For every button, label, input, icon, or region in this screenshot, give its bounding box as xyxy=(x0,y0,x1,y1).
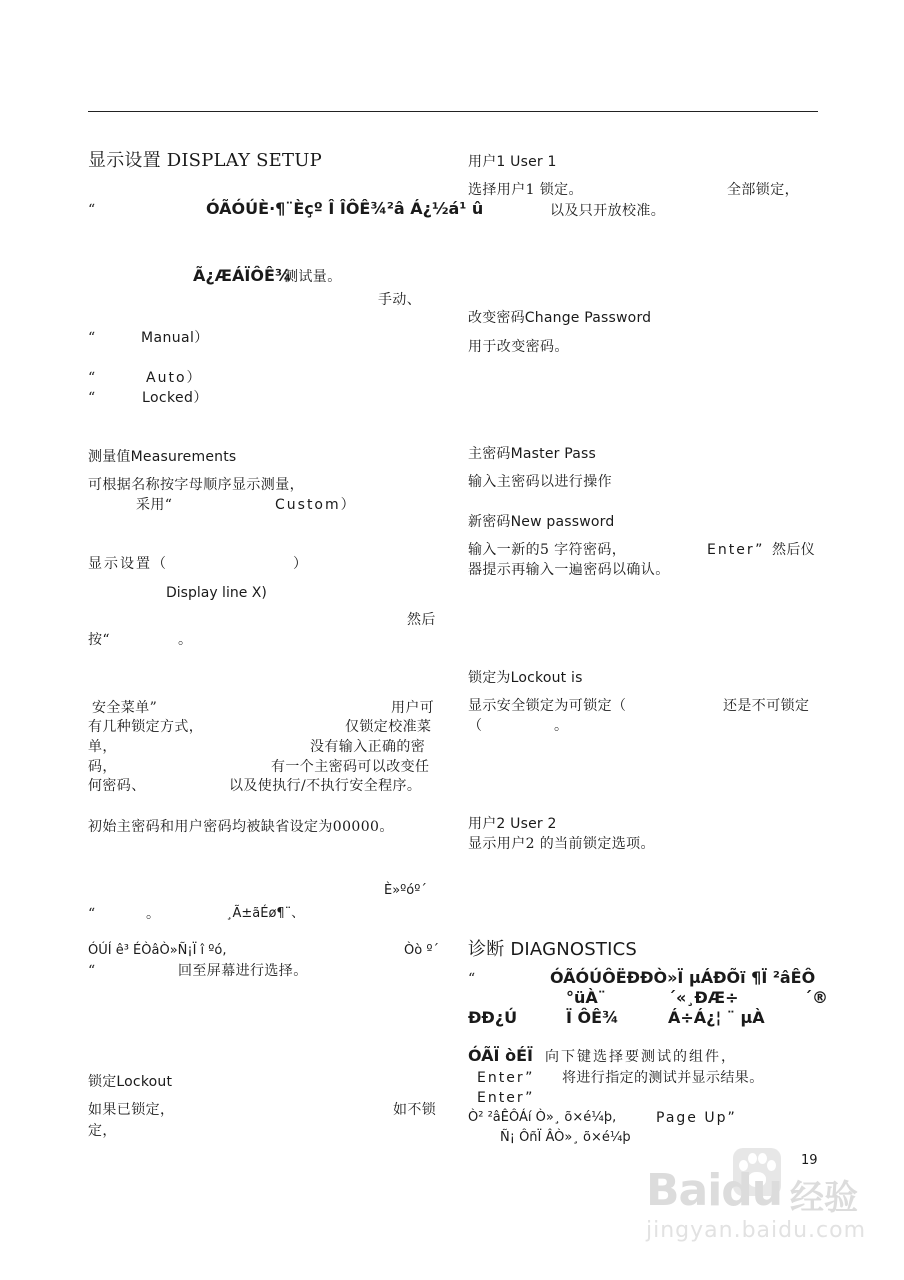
quote-mark: “ xyxy=(468,971,476,987)
garbled-text: °üÀ¨ xyxy=(566,988,606,1007)
body-text: Custom） xyxy=(275,497,357,513)
body-text: 全部锁定， xyxy=(727,182,799,198)
body-text: 初始主密码和用户密码均被缺省设定为00000。 xyxy=(88,819,394,835)
garbled-text: ÐÐ¿Ú xyxy=(468,1008,518,1027)
body-text: 仅锁定校准菜 xyxy=(345,719,432,735)
option-locked: Locked） xyxy=(142,390,208,406)
body-text: 显示用户2 的当前锁定选项。 xyxy=(468,836,655,852)
watermark-logo: Baidu xyxy=(646,1165,783,1216)
garbled-text: ¸Ã±ãÉø¶¨、 xyxy=(226,906,305,921)
master-pass-title: 主密码Master Pass xyxy=(468,446,597,462)
new-password-title: 新密码New password xyxy=(468,514,615,530)
garbled-text: Ò² ²âÊÔÁí Ò»¸ õ×é¼þ, xyxy=(468,1110,617,1125)
body-text: 以及使执行/不执行安全程序。 xyxy=(229,778,422,794)
option-auto: Auto） xyxy=(146,370,203,386)
body-text: 单， xyxy=(88,739,117,755)
body-text: 如果已锁定， xyxy=(88,1102,175,1118)
garbled-text: ´® xyxy=(804,988,828,1007)
body-text: 按“ xyxy=(88,632,110,648)
garbled-text: È»ºóº´ xyxy=(384,883,427,898)
lockout-title: 锁定Lockout xyxy=(88,1074,173,1090)
body-text: 输入一新的5 字符密码， xyxy=(468,542,627,558)
body-text: 码， xyxy=(88,759,117,775)
diagnostics-title: 诊断 DIAGNOSTICS xyxy=(468,939,637,960)
garbled-text: ÓÃÓÚÔËÐÐÒ»Ï µÁÐÕï ¶Ï ²âÊÔ xyxy=(550,968,816,987)
body-text: Enter” xyxy=(477,1090,535,1106)
body-text: 还是不可锁定 xyxy=(723,698,810,714)
body-text: 没有输入正确的密 xyxy=(310,739,426,755)
body-text: 有几种锁定方式， xyxy=(88,719,204,735)
body-text: 有一个主密码可以改变任 xyxy=(271,759,430,775)
body-text: Enter” xyxy=(707,542,765,558)
body-text: 测试量。 xyxy=(284,269,342,285)
body-text: ） xyxy=(293,556,308,572)
user1-title: 用户1 User 1 xyxy=(468,154,557,170)
garbled-text: ÓÃÏ òÉÏ xyxy=(468,1046,533,1065)
quote-mark: “ xyxy=(88,370,96,386)
body-text: 用于改变密码。 xyxy=(468,339,569,355)
body-text: 向下键选择要测试的组件， xyxy=(545,1049,737,1065)
measurements-title: 测量值Measurements xyxy=(88,449,237,465)
body-text: 。 xyxy=(178,632,193,648)
body-text: 可根据名称按字母顺序显示测量， xyxy=(88,477,304,493)
body-text: 安全菜单” xyxy=(92,700,158,716)
garbled-text: Ñ¡ ÔñÏ ÂÒ»¸ õ×é¼þ xyxy=(500,1130,631,1145)
quote-mark: “ xyxy=(88,390,96,406)
quote-mark: “ xyxy=(88,330,96,346)
display-setting-heading: 显示设置（ xyxy=(88,556,168,572)
body-text: 。 xyxy=(146,906,161,922)
garbled-text: ÓÚÍ ê³ ÉÒâÒ»Ñ¡Ï î ºó, xyxy=(88,943,227,958)
body-text: 选择用户1 锁定。 xyxy=(468,182,583,198)
header-rule xyxy=(88,111,818,112)
body-text: 以及只开放校准。 xyxy=(550,203,666,219)
body-text: 定， xyxy=(88,1123,117,1139)
garbled-text: Òò º´ xyxy=(404,943,439,958)
body-text: Page Up” xyxy=(656,1110,737,1126)
garbled-text: Ã¿ÆÁÏÔÊ¾ xyxy=(193,266,292,285)
body-text: 。 xyxy=(554,718,569,734)
option-manual: Manual） xyxy=(141,330,209,346)
page-number: 19 xyxy=(801,1153,818,1168)
garbled-text: ´«¸ÐÆ÷ xyxy=(668,988,739,1007)
body-text: 手动、 xyxy=(378,292,422,308)
watermark-url: jingyan.baidu.com xyxy=(646,1218,867,1243)
garbled-text: Á÷Á¿¦ ¨ µÀ xyxy=(668,1008,765,1027)
body-text: 采用“ xyxy=(136,497,173,513)
body-text: 输入主密码以进行操作 xyxy=(468,474,612,490)
display-line-label: Display line X) xyxy=(166,585,267,601)
body-text: 何密码、 xyxy=(88,778,146,794)
display-setup-title: 显示设置 DISPLAY SETUP xyxy=(88,150,322,171)
watermark-cn: 经验 xyxy=(790,1178,858,1218)
lockout-is-title: 锁定为Lockout is xyxy=(468,670,583,686)
body-text: 回至屏幕进行选择。 xyxy=(178,963,308,979)
body-text: 器提示再输入一遍密码以确认。 xyxy=(468,562,670,578)
garbled-text: ÓÃÓÚÈ·¶¨Èçº Î ÎÔÊ¾²â Á¿½á¹ û xyxy=(206,199,484,218)
quote-mark: “ xyxy=(88,906,96,922)
change-password-title: 改变密码Change Password xyxy=(468,310,652,326)
body-text: 显示安全锁定为可锁定（ xyxy=(468,698,627,714)
body-text: （ xyxy=(468,718,483,734)
body-text: 用户可 xyxy=(391,700,435,716)
body-text: 然后 xyxy=(407,612,436,628)
user2-title: 用户2 User 2 xyxy=(468,816,557,832)
body-text: Enter” xyxy=(477,1070,535,1086)
body-text: 如不锁 xyxy=(393,1102,437,1118)
quote-mark: “ xyxy=(88,963,96,979)
body-text: 然后仪 xyxy=(772,542,816,558)
garbled-text: Ï ÔÊ¾ xyxy=(566,1008,619,1027)
body-text: 将进行指定的测试并显示结果。 xyxy=(562,1070,764,1086)
quote-mark: “ xyxy=(88,202,96,218)
